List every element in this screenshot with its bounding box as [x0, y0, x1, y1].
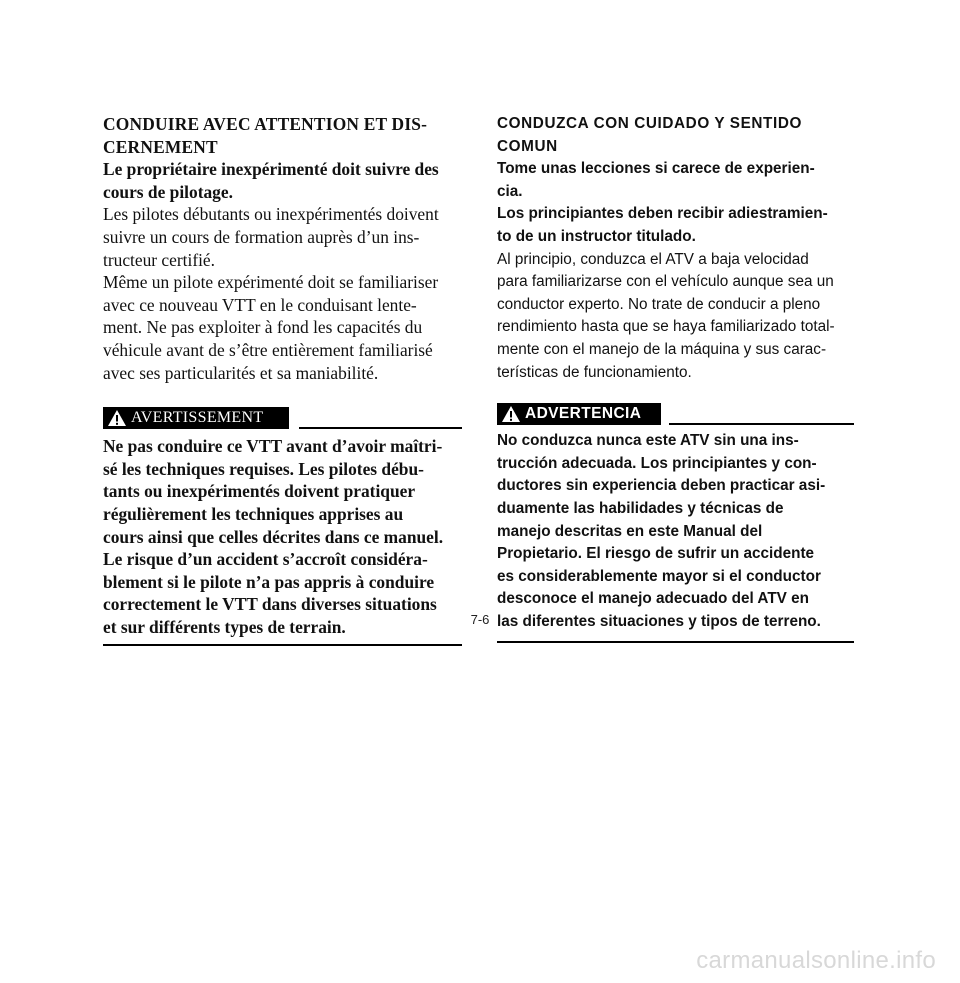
text-line: et sur différents types de terrain.	[103, 616, 346, 637]
text-line: to de un instructor titulado.	[497, 227, 696, 245]
warning-header-fr	[103, 407, 462, 431]
text-line: avec ses particularités et sa maniabilité.	[103, 362, 379, 383]
warning-triangle-icon	[501, 405, 521, 423]
text-line: cours de pilotage.	[103, 181, 233, 202]
title-line: COMUN	[497, 137, 558, 155]
warning-header-es	[497, 403, 854, 427]
text-line: rendimiento hasta que se haya familiarizado total-	[497, 318, 835, 336]
text-line: conductor experto. No trate de conducir a pleno	[497, 295, 821, 313]
text-line: Le risque d’un accident s’accroît considéra-	[103, 549, 428, 570]
spanish-column	[497, 113, 854, 643]
page-number: 7-6	[470, 612, 490, 627]
text-line: tants ou inexpérimentés doivent pratiquer	[103, 481, 416, 502]
text-line: para familiarizarse con el vehículo aunque sea un	[497, 273, 834, 291]
text-line: blement si le pilote n’a pas appris à conduire	[103, 571, 435, 592]
text-line: cia.	[497, 182, 523, 200]
body-paragraph-es	[497, 249, 854, 385]
text-line: régulièrement les techniques apprises au	[103, 503, 404, 524]
text-line: Même un pilote expérimenté doit se familiariser	[103, 272, 439, 293]
text-line: Tome unas lecciones si carece de experien-	[497, 160, 815, 178]
french-column	[103, 113, 462, 646]
text-line: Al principio, conduzca el ATV a baja velocidad	[497, 250, 809, 268]
text-line: mente con el manejo de la máquina y sus carac-	[497, 340, 827, 358]
text-line: manejo descritas en este Manual del	[497, 522, 763, 540]
warning-triangle-icon	[107, 409, 127, 427]
text-line: véhicule avant de s’être entièrement familiarisé	[103, 339, 433, 360]
lead-text-es	[497, 158, 854, 248]
text-line: tructeur certifié.	[103, 249, 216, 270]
text-line: es considerablemente mayor si el conductor	[497, 567, 821, 585]
title-line: CONDUIRE AVEC ATTENTION ET DIS-	[103, 114, 428, 134]
warning-label: AVERTISSEMENT	[131, 408, 264, 426]
text-line: Propietario. El riesgo de sufrir un accidente	[497, 545, 815, 563]
title-line: CONDUZCA CON CUIDADO Y SENTIDO	[497, 115, 802, 132]
watermark: carmanualsonline.info	[696, 947, 936, 974]
warning-end-rule	[103, 644, 462, 646]
text-line: desconoce el manejo adecuado del ATV en	[497, 590, 809, 608]
warning-text-es	[497, 430, 854, 633]
warning-badge-fr	[103, 407, 289, 429]
text-line: las diferentes situaciones y tipos de terreno.	[497, 612, 821, 630]
text-line: ductores sin experiencia deben practicar asi-	[497, 477, 826, 495]
text-line: No conduzca nunca este ATV sin una ins-	[497, 432, 799, 450]
text-line: duamente las habilidades y técnicas de	[497, 499, 784, 517]
text-line: avec ce nouveau VTT en le conduisant lente-	[103, 294, 417, 315]
text-line: ment. Ne pas exploiter à fond les capacités du	[103, 317, 423, 338]
text-line: suivre un cours de formation auprès d’un ins-	[103, 226, 420, 247]
text-line: terísticas de funcionamiento.	[497, 363, 692, 381]
lead-text-fr	[103, 158, 462, 203]
text-line: Les pilotes débutants ou inexpérimentés doivent	[103, 204, 439, 225]
text-line: cours ainsi que celles décrites dans ce manuel.	[103, 526, 444, 547]
warning-end-rule	[497, 641, 854, 643]
warning-rule	[669, 423, 854, 425]
warning-badge-es	[497, 403, 661, 425]
warning-label: ADVERTENCIA	[525, 404, 642, 422]
text-line: correctement le VTT dans diverses situations	[103, 594, 437, 615]
warning-rule	[299, 427, 462, 429]
text-line: Ne pas conduire ce VTT avant d’avoir maîtri-	[103, 436, 443, 457]
text-line: sé les techniques requises. Les pilotes débu-	[103, 458, 424, 479]
warning-text-fr	[103, 435, 462, 638]
text-line: Los principiantes deben recibir adiestramien-	[497, 205, 828, 223]
section-title-fr	[103, 113, 462, 158]
body-paragraph-fr	[103, 203, 462, 384]
title-line: CERNEMENT	[103, 136, 218, 157]
section-title-es	[497, 113, 854, 158]
text-line: Le propriétaire inexpérimenté doit suivre des	[103, 159, 439, 180]
text-line: trucción adecuada. Los principiantes y con-	[497, 454, 817, 472]
